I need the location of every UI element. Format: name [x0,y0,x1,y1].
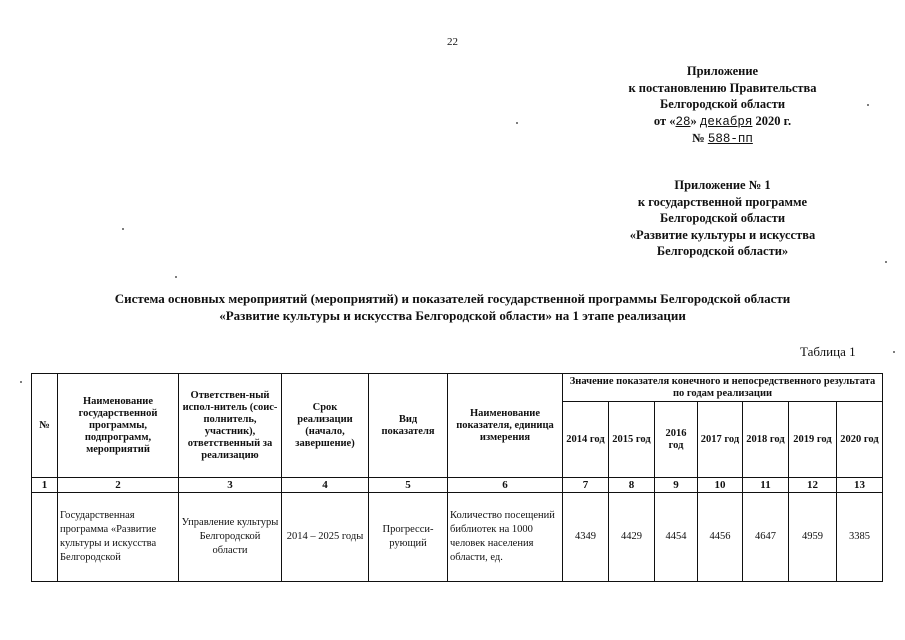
column-number: 7 [563,478,609,493]
title-line: «Развитие культуры и искусства Белгородской области» на 1 этапе реализации [219,308,686,323]
header-values-group: Значение показателя конечного и непосредственного результата по годам реализации [563,374,883,402]
header-year: 2014 год [563,402,609,478]
title-line: Система основных мероприятий (мероприятий) и показателей государственной программы Белгородской области [114,291,791,306]
header-year: 2020 год [837,402,883,478]
column-number: 12 [789,478,837,493]
appendix-line: Белгородской области [659,97,786,111]
appendix-line: к государственной программе [637,194,808,209]
row-value-2015: 4429 [609,493,655,582]
column-number: 9 [655,478,698,493]
scan-speck [867,104,869,106]
page-number: 22 [447,36,458,48]
column-number: 4 [282,478,369,493]
indicators-table [31,373,883,582]
column-number-row [32,478,883,493]
document-title [30,290,875,324]
date-month: декабря [699,114,753,129]
header-num: № [32,374,58,478]
number-value: 588-пп [707,132,753,146]
scan-speck [175,276,177,278]
header-year: 2015 год [609,402,655,478]
scan-speck [516,122,518,124]
appendix-program-block [600,177,845,260]
number-prefix: № [692,131,705,145]
column-number: 8 [609,478,655,493]
date-prefix: от « [653,113,676,128]
appendix-resolution-block [605,63,840,148]
row-value-2016: 4454 [655,493,698,582]
header-kind: Вид показателя [369,374,448,478]
column-number: 10 [698,478,743,493]
scan-speck [122,228,124,230]
appendix-date [605,113,840,131]
appendix-line: Приложение № 1 [674,178,771,192]
column-number: 3 [179,478,282,493]
column-number: 13 [837,478,883,493]
row-term: 2014 – 2025 годы [282,493,369,582]
header-responsible: Ответствен-ный испол-нитель (соис-полнитель, участник), ответственный за реализацию [179,374,282,478]
header-indicator: Наименование показателя, единица измерения [448,374,563,478]
column-number: 5 [369,478,448,493]
row-responsible: Управление культуры Белгородской области [179,493,282,582]
scan-speck [885,261,887,263]
header-year: 2016 год [655,402,698,478]
appendix-line: Белгородской области [659,211,786,225]
appendix-line: Белгородской области» [656,244,789,258]
scan-speck [893,351,895,353]
row-value-2020: 3385 [837,493,883,582]
row-value-2018: 4647 [743,493,789,582]
appendix-line: «Развитие культуры и искусства [629,227,816,242]
row-indicator: Количество посещений библиотек на 1000 человек населения области, ед. [448,493,563,582]
column-number: 1 [32,478,58,493]
date-year: 2020 г. [755,113,792,128]
header-year: 2017 год [698,402,743,478]
header-year: 2018 год [743,402,789,478]
row-value-2014: 4349 [563,493,609,582]
row-num [32,493,58,582]
header-program: Наименование государственной программы, подпрограмм, мероприятий [58,374,179,478]
row-value-2019: 4959 [789,493,837,582]
header-year: 2019 год [789,402,837,478]
row-kind: Прогресси-рующий [369,493,448,582]
scan-speck [20,381,22,383]
row-value-2017: 4456 [698,493,743,582]
header-term: Срок реализации (начало, завершение) [282,374,369,478]
column-number: 6 [448,478,563,493]
column-number: 2 [58,478,179,493]
date-mid: » [690,113,697,128]
appendix-line: к постановлению Правительства [628,80,817,95]
row-program: Государственная программа «Развитие культуры и искусства Белгородской [58,493,179,582]
appendix-line: Приложение [686,64,759,78]
date-day: 28 [675,114,691,129]
appendix-number [605,130,840,148]
table-label: Таблица 1 [800,344,856,359]
table-row [32,493,883,582]
column-number: 11 [743,478,789,493]
